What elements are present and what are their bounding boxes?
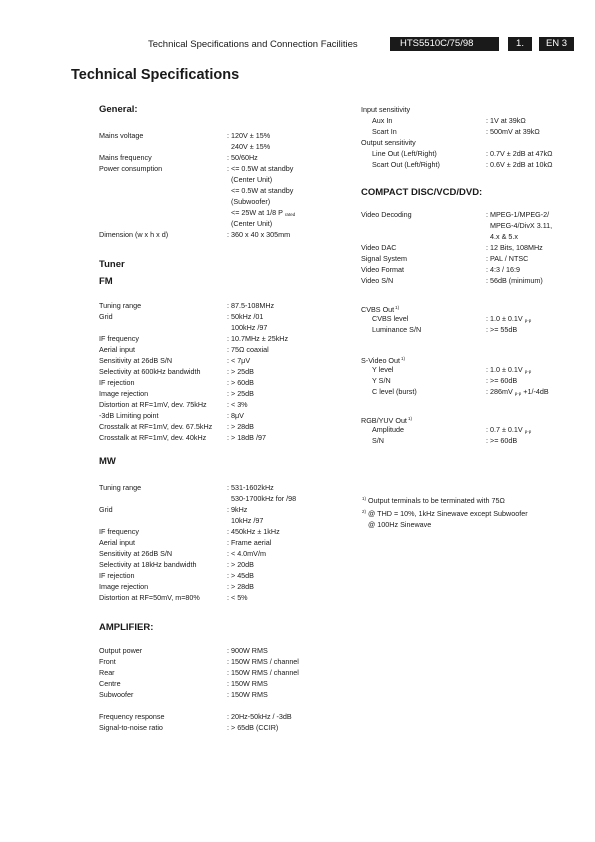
spec-row	[99, 689, 349, 700]
spec-row	[99, 355, 349, 366]
spec-label: C level (burst)	[372, 387, 417, 396]
amplifier-table	[99, 645, 349, 700]
header-language: EN 3	[539, 37, 574, 51]
spec-row	[99, 174, 349, 185]
spec-row	[99, 592, 349, 603]
spec-value: : 9kHz	[227, 505, 248, 514]
spec-row	[99, 559, 349, 570]
spec-row	[361, 275, 581, 286]
cvbs-note-mark: 1)	[395, 305, 400, 310]
spec-label: Subwoofer	[99, 690, 134, 699]
spec-label: Mains voltage	[99, 131, 144, 140]
spec-row	[99, 570, 349, 581]
spec-row	[99, 548, 349, 559]
spec-label: Aerial input	[99, 345, 135, 354]
spec-label: Rear	[99, 668, 115, 677]
spec-value: : 360 x 40 x 305mm	[227, 230, 291, 239]
spec-value: 240V ± 15%	[227, 142, 271, 151]
spec-value: : Frame aerial	[227, 538, 272, 547]
footnote-1: $^{1)}$ Output terminals to be terminated with 75Ω	[362, 496, 505, 505]
page-title: Technical Specifications	[71, 67, 240, 83]
compact-disc-title: COMPACT DISC/VCD/DVD:	[361, 187, 483, 198]
spec-row	[99, 163, 349, 174]
spec-value: : 8μV	[227, 411, 244, 420]
unit-subscript: p-p	[524, 318, 532, 323]
spec-value: : 4:3 / 16:9	[486, 265, 520, 274]
mw-table	[99, 482, 349, 603]
spec-row	[361, 364, 581, 375]
spec-row	[99, 678, 349, 689]
spec-value: : 531-1602kHz	[227, 483, 274, 492]
spec-value: : 0.7V ± 2dB at 47kΩ	[486, 149, 553, 158]
spec-value: <= 25W at 1/8 P $_{rated}$	[227, 208, 296, 217]
general-table	[99, 130, 349, 240]
spec-label: Grid	[99, 312, 113, 321]
spec-value: (Subwoofer)	[227, 197, 271, 206]
spec-row	[361, 264, 581, 275]
spec-label: Output power	[99, 646, 143, 655]
spec-value: : 286mV $_{p-p}$ +1/-4dB	[486, 387, 549, 396]
spec-label: Tuning range	[99, 301, 142, 310]
spec-row	[99, 311, 349, 322]
spec-value: (Center Unit)	[227, 175, 273, 184]
svideo-title: S-Video Out$^{1)}$	[361, 356, 406, 365]
spec-row	[99, 504, 349, 515]
spec-value: : >= 55dB	[486, 325, 518, 334]
svideo-note-mark: 1)	[401, 356, 406, 361]
spec-row	[99, 667, 349, 678]
amplifier-title: AMPLIFIER:	[99, 622, 154, 633]
spec-row	[99, 333, 349, 344]
spec-label: Video Decoding	[361, 210, 412, 219]
input-table	[361, 115, 581, 137]
rgb-title: RGB/YUV Out$^{1)}$	[361, 416, 412, 425]
spec-row	[99, 493, 349, 504]
footnote-2-cont: @ 100Hz Sinewave	[368, 520, 432, 529]
footnote-2: $^{2)}$ @ THD = 10%, 1kHz Sinewave except Subwoofer	[362, 509, 528, 518]
page-header	[0, 37, 595, 53]
spec-value: : 10.7MHz ± 25kHz	[227, 334, 289, 343]
spec-value: : > 60dB	[227, 378, 254, 387]
spec-label: Amplitude	[372, 425, 404, 434]
spec-row	[99, 322, 349, 333]
spec-value: : > 25dB	[227, 367, 254, 376]
fm-title: FM	[99, 276, 113, 287]
spec-label: Video DAC	[361, 243, 397, 252]
svideo-table	[361, 364, 581, 397]
spec-value: : > 28dB	[227, 582, 254, 591]
spec-value: <= 0.5W at standby	[227, 186, 294, 195]
spec-row	[99, 515, 349, 526]
spec-value: 100kHz /97	[227, 323, 268, 332]
spec-row	[99, 152, 349, 163]
spec-row	[99, 482, 349, 493]
spec-row	[361, 375, 581, 386]
spec-value: : 12 Bits, 108MHz	[486, 243, 543, 252]
spec-row	[99, 399, 349, 410]
spec-label: Y S/N	[372, 376, 391, 385]
spec-value: : 0.6V ± 2dB at 10kΩ	[486, 160, 553, 169]
fm-table	[99, 300, 349, 443]
spec-row	[361, 209, 581, 220]
spec-label: Video S/N	[361, 276, 394, 285]
spec-label: Scart Out (Left/Right)	[372, 160, 440, 169]
spec-row	[99, 218, 349, 229]
spec-row	[99, 229, 349, 240]
left-column	[99, 103, 349, 733]
spec-value: : 87.5-108MHz	[227, 301, 275, 310]
spec-value: 10kHz /97	[227, 516, 264, 525]
spec-label: Signal System	[361, 254, 407, 263]
spec-value: : 120V ± 15%	[227, 131, 271, 140]
tuner-title: Tuner	[99, 259, 125, 270]
spec-value: : 150W RMS	[227, 690, 268, 699]
spec-label: IF frequency	[99, 527, 139, 536]
spec-row	[99, 645, 349, 656]
spec-row	[99, 388, 349, 399]
spec-label: Grid	[99, 505, 113, 514]
spec-label: Mains frequency	[99, 153, 152, 162]
spec-row	[99, 344, 349, 355]
cvbs-table	[361, 313, 581, 335]
spec-label: Front	[99, 657, 116, 666]
spec-value: : 20Hz-50kHz / -3dB	[227, 712, 292, 721]
mw-title: MW	[99, 456, 116, 467]
spec-label: Aux In	[372, 116, 393, 125]
spec-value: (Center Unit)	[227, 219, 273, 228]
spec-label: Video Format	[361, 265, 405, 274]
spec-value: : 1.0 ± 0.1V $_{p-p}$	[486, 365, 532, 374]
spec-label: Tuning range	[99, 483, 142, 492]
spec-value: 530-1700kHz for /98	[227, 494, 297, 503]
spec-label: Selectivity at 18kHz bandwidth	[99, 560, 197, 569]
spec-label: CVBS level	[372, 314, 409, 323]
spec-value: : > 28dB	[227, 422, 254, 431]
spec-row	[361, 313, 581, 324]
spec-row	[361, 253, 581, 264]
spec-label: Y level	[372, 365, 394, 374]
spec-value: : 900W RMS	[227, 646, 268, 655]
cvbs-title: CVBS Out$^{1)}$	[361, 305, 400, 314]
spec-row	[99, 377, 349, 388]
spec-label: Power consumption	[99, 164, 163, 173]
spec-row	[99, 141, 349, 152]
spec-row	[99, 185, 349, 196]
spec-row	[99, 711, 349, 722]
spec-value: : 75Ω coaxial	[227, 345, 269, 354]
spec-value: : 0.7 ± 0.1V $_{p-p}$	[486, 425, 532, 434]
footnotes	[361, 493, 528, 530]
spec-label: Frequency response	[99, 712, 165, 721]
spec-row	[99, 722, 349, 733]
spec-label: Line Out (Left/Right)	[372, 149, 437, 158]
header-page-number: 1.	[508, 37, 532, 51]
header-model: HTS5510C/75/98	[390, 37, 499, 51]
rgb-table	[361, 424, 581, 446]
spec-label: Dimension (w x h x d)	[99, 230, 169, 239]
spec-label: Scart In	[372, 127, 397, 136]
spec-value: : > 18dB /97	[227, 433, 266, 442]
unit-subscript: p-p	[514, 391, 522, 396]
spec-value: : <= 0.5W at standby	[227, 164, 294, 173]
spec-row	[99, 196, 349, 207]
spec-label: Distortion at RF=1mV, dev. 75kHz	[99, 400, 207, 409]
compact-disc-table	[361, 209, 581, 286]
spec-value: : PAL / NTSC	[486, 254, 529, 263]
spec-row	[361, 231, 581, 242]
spec-value: : 500mV at 39kΩ	[486, 127, 540, 136]
right-column	[361, 104, 581, 446]
spec-row	[99, 537, 349, 548]
spec-row	[361, 242, 581, 253]
output-sensitivity-title: Output sensitivity	[361, 138, 416, 147]
spec-label: Sensitivity at 26dB S/N	[99, 549, 173, 558]
spec-label: Signal-to-noise ratio	[99, 723, 163, 732]
spec-label: Image rejection	[99, 582, 149, 591]
unit-subscript: p-p	[524, 369, 532, 374]
spec-value: : 50/60Hz	[227, 153, 258, 162]
spec-row	[361, 386, 581, 397]
unit-subscript: rated	[284, 212, 296, 217]
spec-value: : 50kHz /01	[227, 312, 264, 321]
spec-label: IF frequency	[99, 334, 139, 343]
spec-label: IF rejection	[99, 571, 135, 580]
spec-value: : > 65dB (CCIR)	[227, 723, 279, 732]
spec-label: Image rejection	[99, 389, 149, 398]
spec-row	[361, 159, 581, 170]
value-suffix: +1/-4dB	[521, 387, 549, 396]
output-table	[361, 148, 581, 170]
spec-row	[99, 526, 349, 537]
header-title: Technical Specifications and Connection Facilities	[148, 39, 358, 50]
spec-row	[99, 656, 349, 667]
spec-label: Centre	[99, 679, 121, 688]
spec-label: Selectivity at 600kHz bandwidth	[99, 367, 201, 376]
spec-value: : 150W RMS / channel	[227, 668, 299, 677]
spec-value: : 150W RMS / channel	[227, 657, 299, 666]
spec-value: : < 3%	[227, 400, 248, 409]
spec-row	[99, 421, 349, 432]
spec-row	[99, 130, 349, 141]
spec-label: Crosstalk at RF=1mV, dev. 40kHz	[99, 433, 207, 442]
spec-row	[361, 220, 581, 231]
spec-value: : 56dB (minimum)	[486, 276, 543, 285]
spec-value: : < 4.0mV/m	[227, 549, 266, 558]
spec-row	[361, 148, 581, 159]
spec-row	[99, 300, 349, 311]
spec-value: : 1.0 ± 0.1V $_{p-p}$	[486, 314, 532, 323]
spec-row	[99, 410, 349, 421]
spec-label: Luminance S/N	[372, 325, 422, 334]
spec-row	[361, 424, 581, 435]
spec-row	[99, 432, 349, 443]
spec-label: Aerial input	[99, 538, 135, 547]
spec-value: : < 7μV	[227, 356, 251, 365]
unit-subscript: p-p	[524, 429, 532, 434]
spec-value: : 450kHz ± 1kHz	[227, 527, 280, 536]
spec-label: -3dB Limiting point	[99, 411, 159, 420]
spec-row	[99, 581, 349, 592]
amplifier-table-2	[99, 711, 349, 733]
spec-value: : MPEG-1/MPEG-2/	[486, 210, 550, 219]
spec-label: S/N	[372, 436, 384, 445]
spec-label: Distortion at RF=50mV, m=80%	[99, 593, 200, 602]
spec-row	[361, 324, 581, 335]
spec-value: : 150W RMS	[227, 679, 268, 688]
input-sensitivity-title: Input sensitivity	[361, 105, 411, 114]
spec-row	[361, 115, 581, 126]
spec-value: : 1V at 39kΩ	[486, 116, 526, 125]
rgb-note-mark: 1)	[407, 416, 412, 421]
spec-row	[99, 366, 349, 377]
spec-value: : >= 60dB	[486, 376, 518, 385]
general-title: General:	[99, 104, 138, 115]
spec-value: : >= 60dB	[486, 436, 518, 445]
spec-row	[361, 435, 581, 446]
spec-row	[99, 207, 349, 218]
spec-label: IF rejection	[99, 378, 135, 387]
spec-value: MPEG-4/DivX 3.11,	[486, 221, 553, 230]
spec-value: 4.x & 5.x	[486, 232, 518, 241]
spec-value: : > 25dB	[227, 389, 254, 398]
spec-label: Sensitivity at 26dB S/N	[99, 356, 173, 365]
spec-value: : < 5%	[227, 593, 248, 602]
spec-value: : > 45dB	[227, 571, 254, 580]
spec-row	[361, 126, 581, 137]
spec-value: : > 20dB	[227, 560, 254, 569]
spec-label: Crosstalk at RF=1mV, dev. 67.5kHz	[99, 422, 213, 431]
